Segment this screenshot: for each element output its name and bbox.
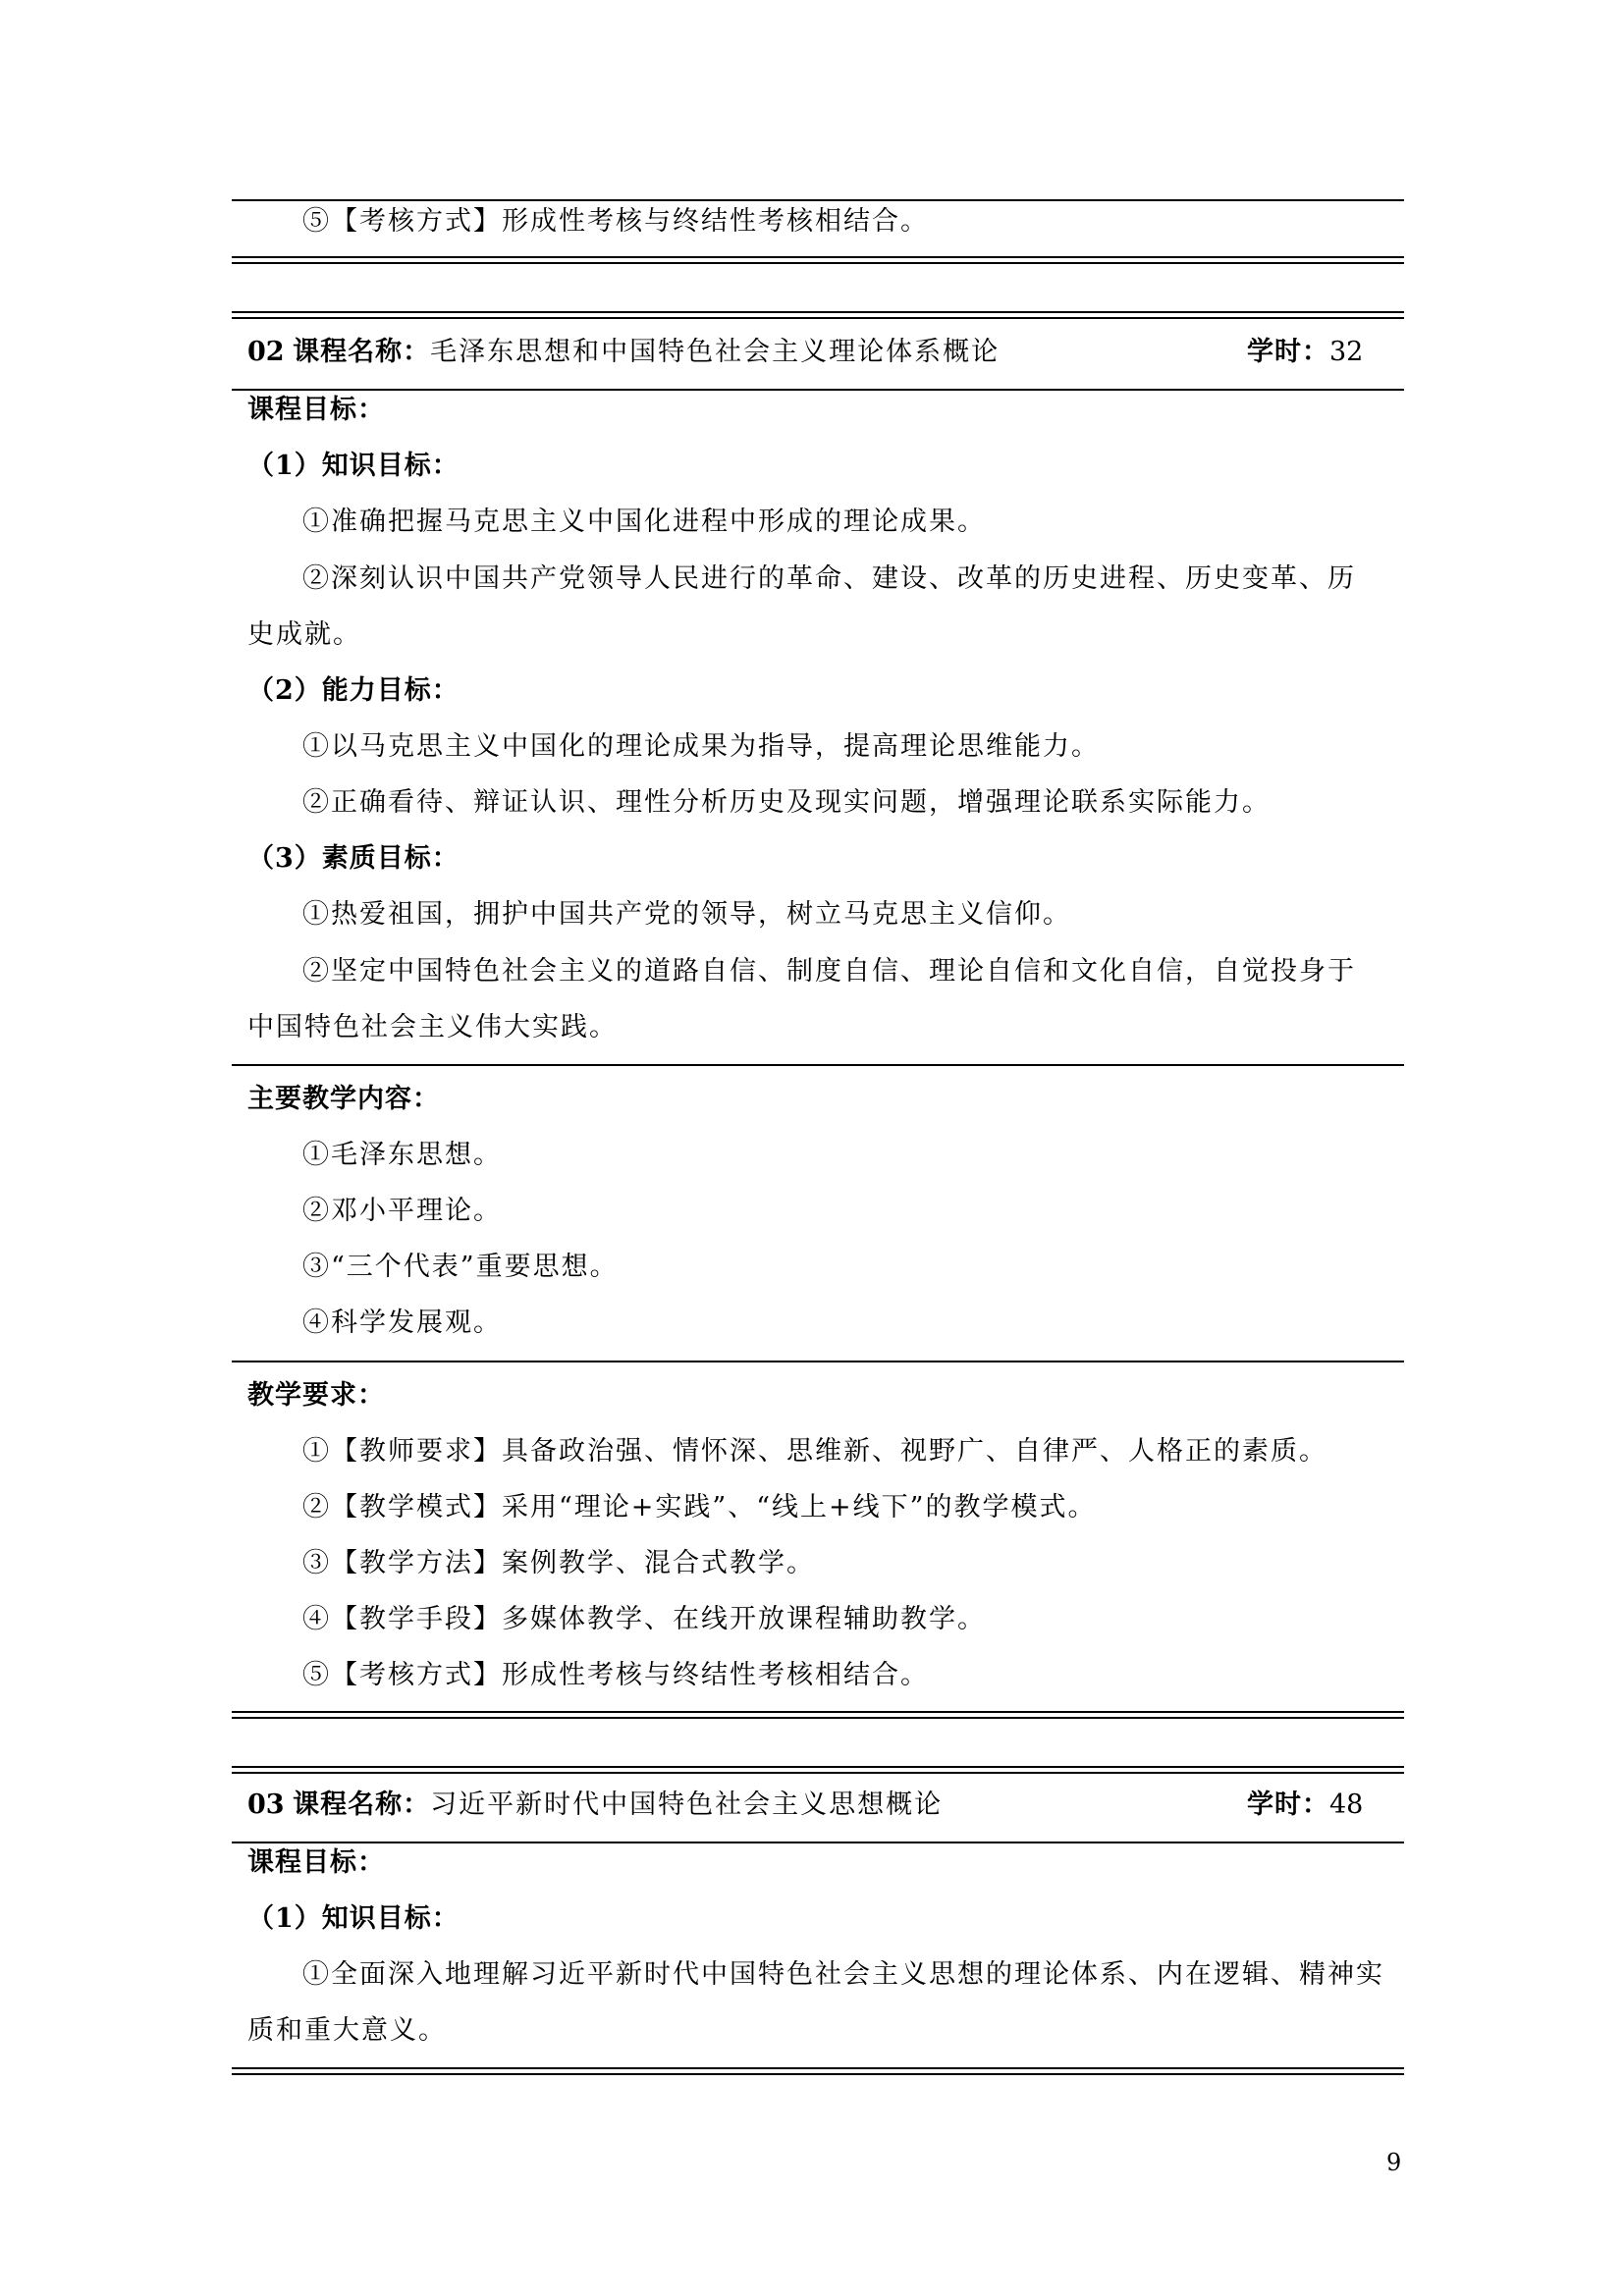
hours-label: 学时： [1247, 1789, 1329, 1820]
quality-heading: （3）素质目标： [247, 843, 460, 874]
table-border [232, 1842, 1404, 1843]
table-border [232, 2073, 1404, 2075]
table-border [232, 256, 1404, 258]
section-divider [232, 1361, 1404, 1362]
course-name-label: 课程名称： [293, 337, 431, 367]
knowledge-item: ②深刻认识中国共产党领导人民进行的革命、建设、改革的历史进程、历史变革、历 [302, 563, 1356, 594]
table-border [232, 2067, 1404, 2069]
course-name: 毛泽东思想和中国特色社会主义理论体系概论 [430, 337, 1001, 367]
page-number: 9 [1386, 2149, 1402, 2176]
knowledge-item-cont: 质和重大意义。 [247, 2015, 447, 2046]
table-border [232, 389, 1404, 391]
course-hours [1247, 1789, 1363, 1822]
table-border [232, 1711, 1404, 1713]
requirement-item: ②【教学模式】采用“理论+实践”、“线上+线下”的教学模式。 [302, 1492, 1097, 1522]
knowledge-item: ①全面深入地理解习近平新时代中国特色社会主义思想的理论体系、内在逻辑、精神实 [302, 1959, 1384, 1990]
requirement-item: ⑤【考核方式】形成性考核与终结性考核相结合。 [302, 1660, 929, 1690]
table-border [232, 1772, 1404, 1774]
content-item: ①毛泽东思想。 [302, 1140, 502, 1170]
requirement-item: ③【教学方法】案例教学、混合式教学。 [302, 1548, 815, 1578]
hours-value: 32 [1329, 337, 1364, 367]
course-header [247, 336, 1386, 369]
section-divider [232, 1064, 1404, 1066]
knowledge-item-cont: 史成就。 [247, 619, 361, 650]
knowledge-heading: （1）知识目标： [247, 451, 460, 481]
quality-item: ①热爱祖国，拥护中国共产党的领导，树立马克思主义信仰。 [302, 899, 1071, 930]
assessment-item: ⑤【考核方式】形成性考核与终结性考核相结合。 [302, 206, 929, 237]
course-hours [1247, 336, 1363, 369]
ability-item: ②正确看待、辩证认识、理性分析历史及现实问题，增强理论联系实际能力。 [302, 787, 1271, 818]
quality-item-cont: 中国特色社会主义伟大实践。 [247, 1012, 618, 1042]
knowledge-item: ①准确把握马克思主义中国化进程中形成的理论成果。 [302, 507, 986, 537]
ability-heading: （2）能力目标： [247, 675, 460, 706]
ability-item: ①以马克思主义中国化的理论成果为指导，提高理论思维能力。 [302, 731, 1100, 762]
quality-item: ②坚定中国特色社会主义的道路自信、制度自信、理论自信和文化自信，自觉投身于 [302, 956, 1356, 987]
table-border [232, 311, 1404, 313]
requirements-heading: 教学要求： [247, 1380, 385, 1411]
course-number: 03 [247, 1789, 285, 1820]
requirement-item: ④【教学手段】多媒体教学、在线开放课程辅助教学。 [302, 1604, 986, 1634]
content-heading: 主要教学内容： [247, 1084, 440, 1114]
course-name: 习近平新时代中国特色社会主义思想概论 [430, 1789, 944, 1820]
objectives-heading: 课程目标： [247, 1847, 385, 1878]
course-number: 02 [247, 337, 285, 367]
content-item: ②邓小平理论。 [302, 1196, 502, 1226]
table-border [232, 1766, 1404, 1768]
knowledge-heading: （1）知识目标： [247, 1903, 460, 1934]
content-item: ③“三个代表”重要思想。 [302, 1252, 619, 1282]
course-name-label: 课程名称： [293, 1789, 431, 1820]
hours-value: 48 [1329, 1789, 1364, 1820]
table-border [232, 1717, 1404, 1719]
content-item: ④科学发展观。 [302, 1308, 502, 1338]
requirement-item: ①【教师要求】具备政治强、情怀深、思维新、视野广、自律严、人格正的素质。 [302, 1436, 1327, 1467]
objectives-heading: 课程目标： [247, 395, 385, 425]
table-border [232, 262, 1404, 264]
hours-label: 学时： [1247, 337, 1329, 367]
table-border-top [232, 199, 1404, 201]
course-header [247, 1789, 1386, 1822]
table-border [232, 317, 1404, 319]
